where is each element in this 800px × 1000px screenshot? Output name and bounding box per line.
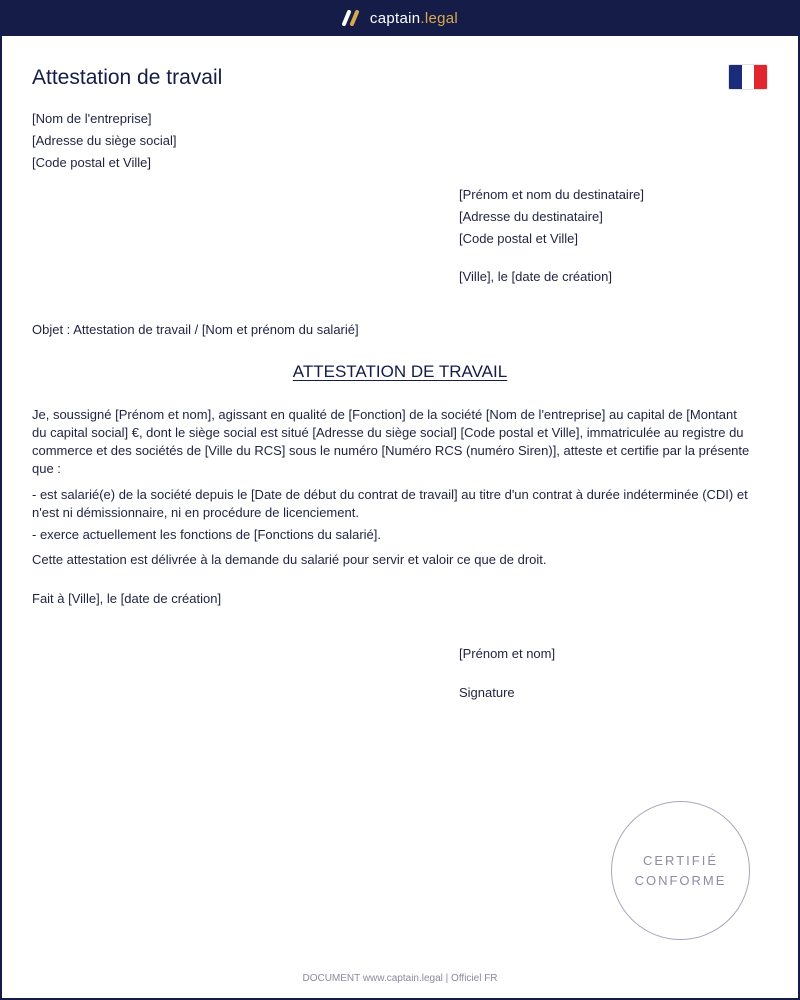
document-title: Attestation de travail xyxy=(32,66,223,89)
sender-line: [Nom de l'entreprise] xyxy=(32,111,152,126)
stamp-line: CONFORME xyxy=(634,872,727,888)
double-slash-logo-icon xyxy=(342,9,362,27)
signatory-name: [Prénom et nom] xyxy=(459,646,556,661)
closing-paragraph: Cette attestation est délivrée à la demande du salarié pour servir et valoir ce que de droit. xyxy=(32,552,547,567)
recipient-line: [Code postal et Ville] xyxy=(459,231,578,246)
subject-line: Objet : Attestation de travail / [Nom et prénom du salarié] xyxy=(32,322,359,337)
sender-line: [Adresse du siège social] xyxy=(32,133,177,148)
sender-address xyxy=(32,108,177,174)
bullet-employment: - est salarié(e) de la société depuis le [Date de début du contrat de travail] au titre d'un contrat à durée indéterminée (CDI) et n'est ni démissionnaire, ni en procédure de licenciement. xyxy=(32,487,748,520)
sender-line: [Code postal et Ville] xyxy=(32,155,151,170)
place-date-line: Fait à [Ville], le [date de création] xyxy=(32,591,222,606)
top-bar xyxy=(0,0,800,36)
footer-text: DOCUMENT www.captain.legal | Officiel FR xyxy=(302,973,498,984)
brand-suffix: .legal xyxy=(420,9,459,27)
recipient-line: [Adresse du destinataire] xyxy=(459,209,603,224)
body-paragraph: Je, soussigné [Prénom et nom], agissant en qualité de [Fonction] de la société [Nom de l'entreprise] au capital de [Montant du capital social] €, dont le siège social est situé [Adresse du siège social] [Code postal et Ville], immatriculée au registre du commerce et des sociétés de [Ville du RCS] sous le numéro [Numéro RCS (numéro Siren)], atteste et certifie par la présente que : xyxy=(32,407,750,476)
heading-text: ATTESTATION DE TRAVAIL xyxy=(292,362,508,381)
recipient-line: [Prénom et nom du destinataire] xyxy=(459,187,644,202)
date-line: [Ville], le [date de création] xyxy=(459,269,612,284)
brand-logo[interactable] xyxy=(342,9,458,27)
signature-label: Signature xyxy=(459,685,515,700)
stamp-line: CERTIFIÉ xyxy=(643,852,718,868)
certified-stamp xyxy=(611,801,750,940)
brand-name: captain.legal xyxy=(369,9,459,27)
bullet-function: - exerce actuellement les fonctions de [Fonctions du salarié]. xyxy=(32,527,382,542)
document-heading xyxy=(0,362,800,382)
france-flag-icon xyxy=(729,65,767,89)
recipient-address xyxy=(459,184,644,250)
